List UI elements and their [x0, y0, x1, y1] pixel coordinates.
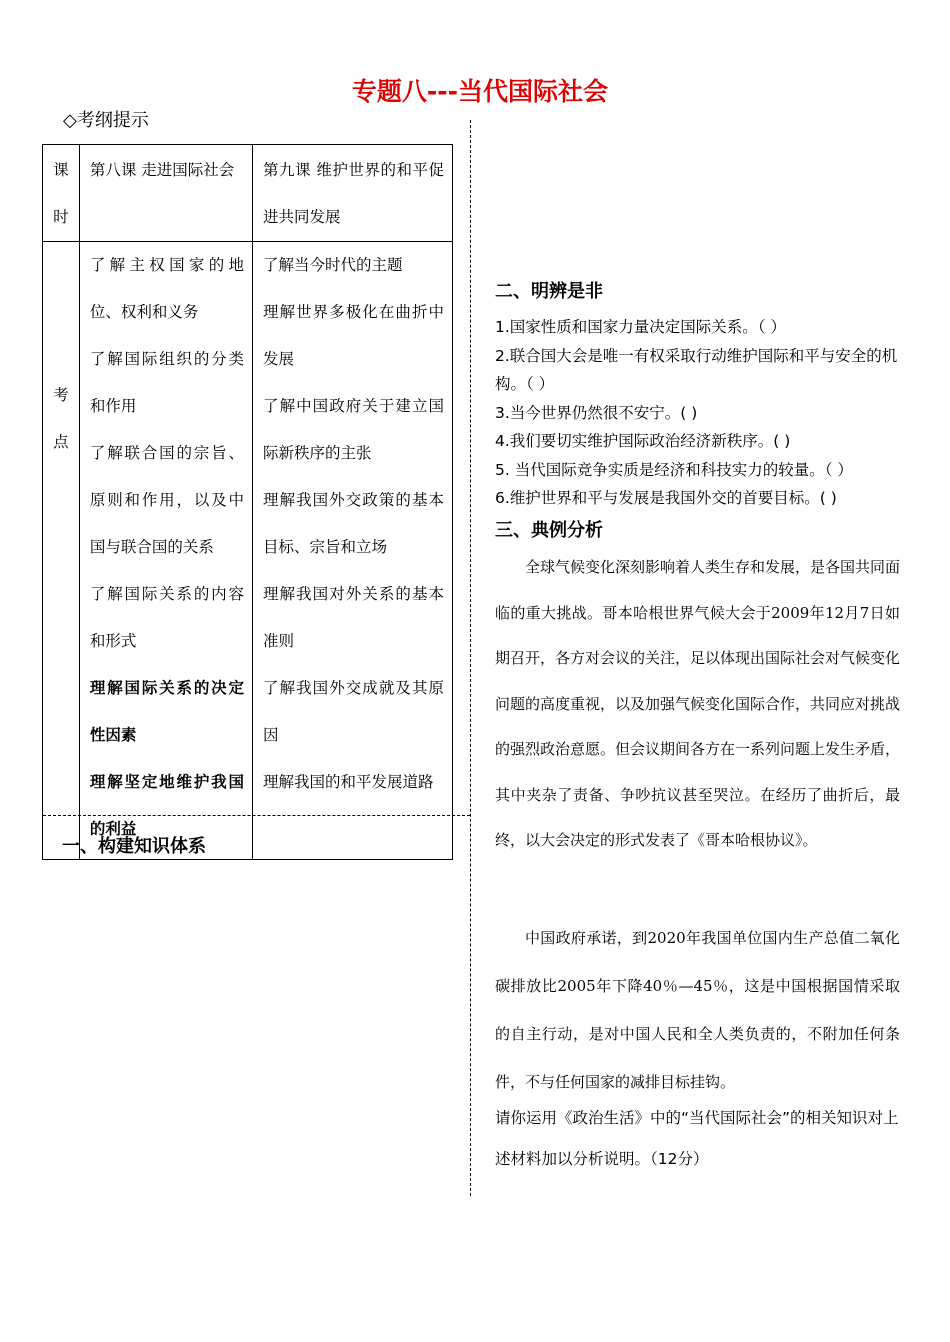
vertical-dashed-divider: [470, 120, 471, 1196]
true-false-item: 1.国家性质和国家力量决定国际关系。（ ）: [495, 318, 786, 336]
outline-heading: ◇考纲提示: [63, 110, 149, 131]
lesson8-point: 了解国际关系的内容和形式: [89, 585, 245, 650]
lesson8-point: 理解坚定地维护我国的利益: [89, 773, 245, 838]
outline-points-row: [43, 242, 453, 860]
row-label-text: 考点: [53, 386, 69, 451]
col-header-lesson-time: [43, 145, 80, 242]
section1-heading: 一、构建知识体系: [62, 836, 206, 857]
col1-header-text: 课时: [53, 161, 69, 226]
lesson8-point: 了解联合国的宗旨、原则和作用，以及中国与联合国的关系: [89, 444, 245, 556]
lesson9-point: 理解我国对外关系的基本准则: [263, 585, 444, 650]
lesson8-point: 了解国际组织的分类和作用: [89, 350, 245, 415]
lesson8-points-cell: [79, 242, 252, 860]
section2-heading: 二、明辨是非: [495, 281, 603, 302]
col2-header-text: 第八课 走进国际社会: [89, 161, 235, 179]
true-false-item: 5. 当代国际竞争实质是经济和科技实力的较量。（ ）: [495, 460, 853, 479]
lesson9-point: 理解我国的和平发展道路: [263, 773, 434, 791]
true-false-item: 4.我们要切实维护国际政治经济新秩序。( ): [495, 432, 791, 450]
lesson9-points-cell: [253, 242, 453, 860]
true-false-item: 6.维护世界和平与发展是我国外交的首要目标。( ): [495, 489, 837, 507]
lesson8-point: 了解主权国家的地位、权利和义务: [89, 256, 245, 321]
col3-header-text: 第九课 维护世界的和平促进共同发展: [263, 161, 444, 226]
lesson9-point: 了解我国外交成就及其原因: [263, 679, 444, 744]
true-false-item: 3.当今世界仍然很不安宁。( ): [495, 403, 698, 422]
col-header-lesson8: [79, 145, 252, 242]
outline-header-row: [43, 145, 453, 242]
page-title: 专题八---当代国际社会: [351, 77, 609, 106]
case-paragraph-2: 中国政府承诺，到2020年我国单位国内生产总值二氧化碳排放比2005年下降40％—45％，这是中国根据国情采取的自主行动，是对中国人民和全人类负责的，不附加任何条件，不与任何国家的减排目标挂钩。: [495, 929, 900, 1091]
true-false-list: [495, 313, 905, 513]
lesson9-point: 了解中国政府关于建立国际新秩序的主张: [263, 397, 444, 462]
lesson9-point: 理解我国外交政策的基本目标、宗旨和立场: [263, 491, 444, 556]
lesson8-point: 理解国际关系的决定性因素: [89, 679, 245, 744]
true-false-item: 2.联合国大会是唯一有权采取行动维护国际和平与安全的机构。（ ）: [495, 346, 898, 393]
col-header-lesson9: [253, 145, 453, 242]
lesson9-point: 了解当今时代的主题: [263, 256, 403, 274]
case-paragraph-1: 全球气候变化深刻影响着人类生存和发展，是各国共同面临的重大挑战。哥本哈根世界气候大会于2009年12月7日如期召开，各方对会议的关注，足以体现出国际社会对气候变化问题的高度重视，以及加强气候变化国际合作，共同应对挑战的强烈政治意愿。但会议期间各方在一系列问题上发生矛盾，其中夹杂了责备、争吵抗议甚至哭泣。在经历了曲折后，最终，以大会决定的形式发表了《哥本哈根协议》。: [495, 558, 901, 849]
lesson9-point: 理解世界多极化在曲折中发展: [263, 303, 444, 368]
section3-heading: 三、典例分析: [495, 520, 603, 541]
row-label-cell: [43, 242, 80, 860]
case-question: 请你运用《政治生活》中的“当代国际社会”的相关知识对上述材料加以分析说明。（12分）: [495, 1109, 899, 1168]
outline-table: [42, 144, 453, 860]
